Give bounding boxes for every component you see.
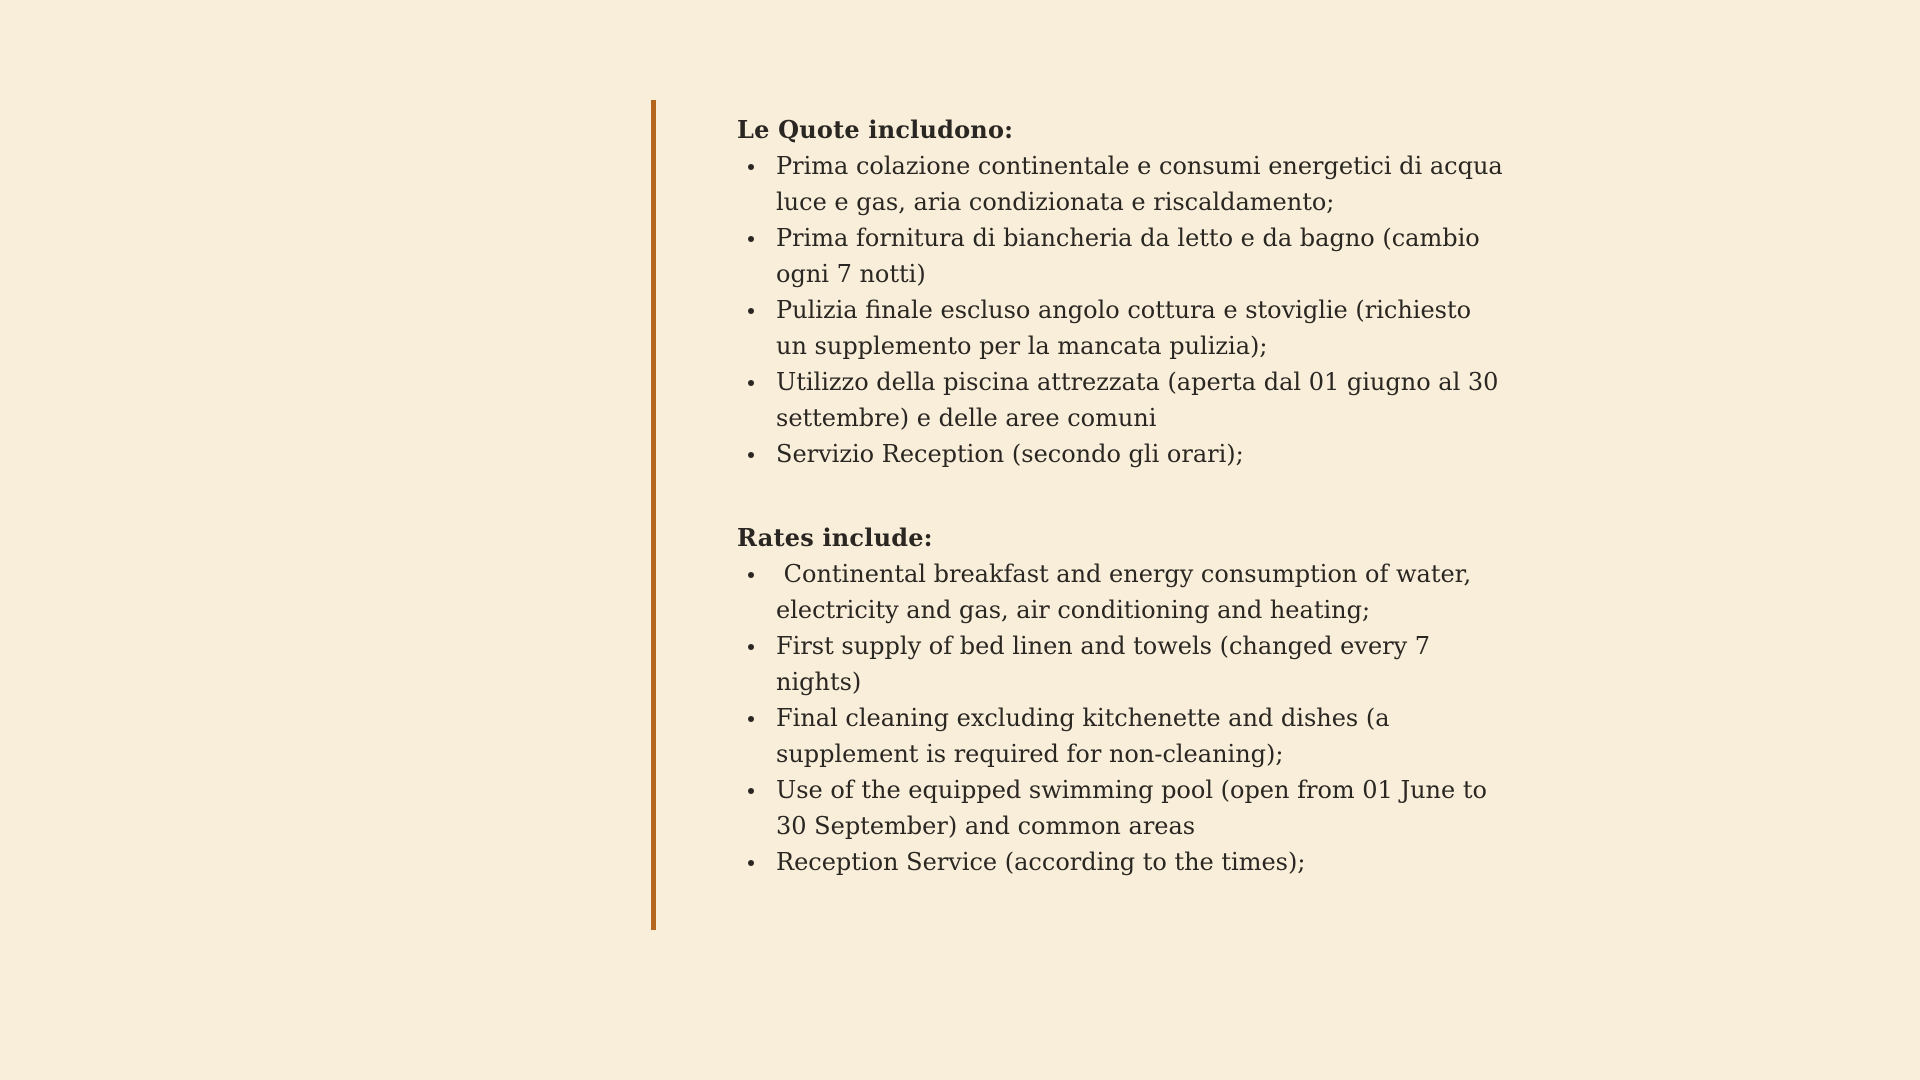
list-item-text: Pulizia finale escluso angolo cottura e stoviglie (richiesto un supplemento per la mancata pulizia); (776, 296, 1472, 360)
list-item-text: Prima colazione continentale e consumi energetici di acqua luce e gas, aria condizionata e riscaldamento; (776, 152, 1503, 216)
rates-content (737, 112, 1507, 880)
list-item-text: Continental breakfast and energy consumption of water, electricity and gas, air conditioning and heating; (776, 560, 1479, 624)
bullet-icon (748, 236, 754, 242)
list-item (737, 700, 1507, 772)
bullet-icon (748, 380, 754, 386)
list-item-text: Use of the equipped swimming pool (open from 01 June to 30 September) and common areas (776, 776, 1487, 840)
list-item-text: Servizio Reception (secondo gli orari); (776, 440, 1244, 468)
list-item (737, 436, 1507, 472)
english-rates-section (737, 520, 1507, 880)
vertical-accent-rule (651, 100, 656, 930)
list-item (737, 556, 1507, 628)
bullet-icon (748, 860, 754, 866)
list-item-text: Final cleaning excluding kitchenette and dishes (a supplement is required for non-cleaning); (776, 704, 1390, 768)
list-item-text: Prima fornitura di biancheria da letto e da bagno (cambio ogni 7 notti) (776, 224, 1480, 288)
list-item (737, 148, 1507, 220)
bullet-icon (748, 788, 754, 794)
list-item (737, 772, 1507, 844)
list-item (737, 844, 1507, 880)
bullet-icon (748, 716, 754, 722)
list-item (737, 292, 1507, 364)
list-item-text: Reception Service (according to the times); (776, 848, 1306, 876)
bullet-icon (748, 644, 754, 650)
section-spacer (737, 472, 1507, 520)
list-item-text: First supply of bed linen and towels (changed every 7 nights) (776, 632, 1431, 696)
english-rates-list (737, 556, 1507, 880)
list-item-text: Utilizzo della piscina attrezzata (aperta dal 01 giugno al 30 settembre) e delle aree comuni (776, 368, 1499, 432)
list-item (737, 628, 1507, 700)
list-item (737, 364, 1507, 436)
section-title-english: Rates include: (737, 523, 933, 552)
bullet-icon (748, 308, 754, 314)
bullet-icon (748, 452, 754, 458)
italian-rates-section (737, 112, 1507, 472)
bullet-icon (748, 572, 754, 578)
section-title-italian: Le Quote includono: (737, 115, 1014, 144)
list-item (737, 220, 1507, 292)
italian-rates-list (737, 148, 1507, 472)
bullet-icon (748, 164, 754, 170)
